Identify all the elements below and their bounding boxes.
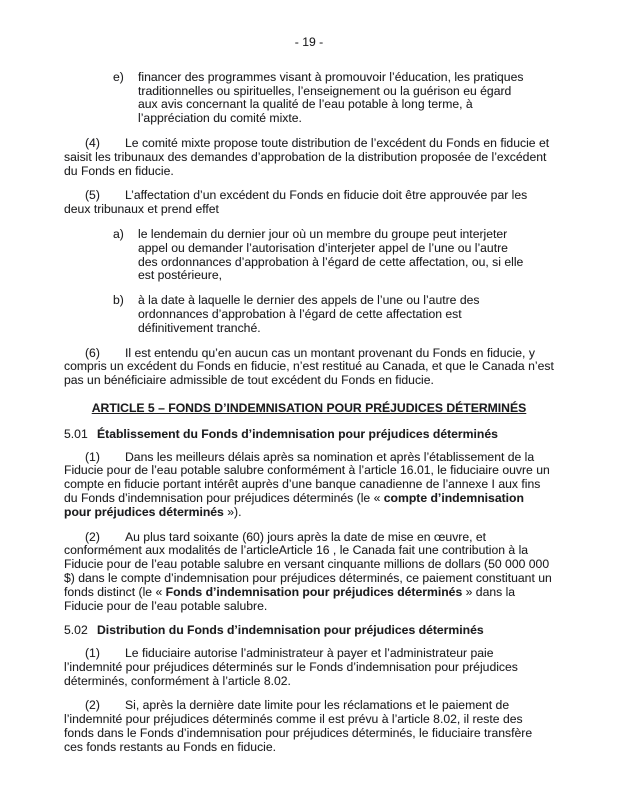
lettered-item (64, 294, 554, 335)
section-heading (64, 624, 554, 638)
text-run: Si, après la dernière date limite pour les réclamations et le paiement de l’indemnité pour préjudices déterminés comme il est prévu à l’article 8.02, il reste des fonds dans le Fonds d’indemnisation pour préjudices déterminés, le fiduciaire transfère ces fonds restants au Fonds en fiducie. (64, 698, 533, 754)
text-run: »). (223, 504, 242, 519)
numbered-paragraph (64, 189, 554, 217)
numbered-paragraph (64, 347, 554, 388)
text-run: Il est entendu qu’en aucun cas un montant provenant du Fonds en fiducie, y compris un excédent du Fonds en fiducie, n’est restitué au Canada, et que le Canada n’est pas un bénéficiaire admissible de tout excédent du Fonds en fiducie. (64, 345, 554, 388)
paragraph-number: (1) (85, 449, 100, 464)
text-run: » dans la Fiducie pour de l’eau potable salubre. (64, 584, 516, 613)
text-run: Le comité mixte propose toute distribution de l’excédent du Fonds en fiducie et saisit les tribunaux des demandes d’approbation de la distribution proposée de l’excédent du Fonds en fiducie. (64, 135, 550, 178)
text-run: L’affectation d’un excédent du Fonds en fiducie doit être approuvée par les deux tribunaux et prend effet (64, 188, 528, 217)
numbered-paragraph (64, 137, 554, 178)
item-letter-label: a) (113, 226, 124, 241)
numbered-paragraph (64, 451, 554, 520)
text-run: à la date à laquelle le dernier des appels de l’une ou l’autre des ordonnances d’approbation à l’égard de cette affectation est définitivement tranché. (138, 293, 480, 335)
lettered-item (64, 228, 554, 283)
text-run: Au plus tard soixante (60) jours après la date de mise en œuvre, et conformément aux modalités de l’articleArticle 16 , le Canada fait une contribution à la Fiducie pour de l’eau potable salubre en versant cinquante millions de dollars (50 000 000 $) dans le compte d’indemnisation pour préjudices déterminés, ce paiement constituant un fonds distinct (le « (64, 529, 552, 599)
paragraph-number: (2) (85, 529, 100, 544)
paragraph-number: (1) (85, 646, 100, 661)
text-run: Dans les meilleurs délais après sa nomination et après l’établissement de la Fiducie pour de l’eau potable salubre conformément à l’article 16.01, le fiduciaire ouvre un compte en fiducie portant intérêt auprès d’une banque canadienne de l’annexe I aux fins du Fonds d’indemnisation pour préjudices déterminés (le « (64, 449, 550, 505)
text-run: ARTICLE 5 – FONDS D’INDEMNISATION POUR PRÉJUDICES DÉTERMINÉS (91, 400, 527, 415)
article-heading (64, 402, 554, 416)
item-letter-label: e) (113, 69, 124, 84)
text-run: Le fiduciaire autorise l’administrateur à payer et l’administrateur paie l’indemnité pour préjudices déterminés sur le Fonds d’indemnisation pour préjudices déterminés, conformément à l’article 8.02. (64, 646, 518, 688)
numbered-paragraph (64, 647, 554, 688)
text-run: le lendemain du dernier jour où un membre du groupe peut interjeter appel ou demander l’autorisation d’interjeter appel de l’une ou l’autre des ordonnances d’approbation à l’égard de cette affectation, ou, si elle est postérieure, (138, 226, 524, 283)
page-number: - 19 - (294, 35, 324, 49)
item-letter-label: b) (113, 293, 124, 308)
section-number: 5.02 (64, 623, 88, 638)
text-run: compte d’indemnisation pour préjudices déterminés (64, 490, 524, 519)
text-run: Établissement du Fonds d’indemnisation pour préjudices déterminés (97, 426, 498, 441)
text-run: Distribution du Fonds d’indemnisation pour préjudices déterminés (97, 623, 484, 638)
paragraph-number: (5) (85, 188, 100, 203)
paragraph-number: (4) (85, 135, 100, 150)
numbered-paragraph (64, 531, 554, 614)
text-run: financer des programmes visant à promouvoir l’éducation, les pratiques traditionnelles ou spirituelles, l’enseignement ou la guérison eu égard aux avis concernant la qualité de l’eau potable à long terme, à l’appréciation du comité mixte. (138, 69, 524, 126)
lettered-item (64, 71, 554, 126)
document-body (64, 71, 554, 755)
section-heading (64, 428, 554, 442)
text-run: Fonds d’indemnisation pour préjudices déterminés (165, 584, 463, 599)
numbered-paragraph (64, 699, 554, 754)
paragraph-number: (2) (85, 698, 100, 713)
section-number: 5.01 (64, 426, 88, 441)
paragraph-number: (6) (85, 345, 100, 360)
